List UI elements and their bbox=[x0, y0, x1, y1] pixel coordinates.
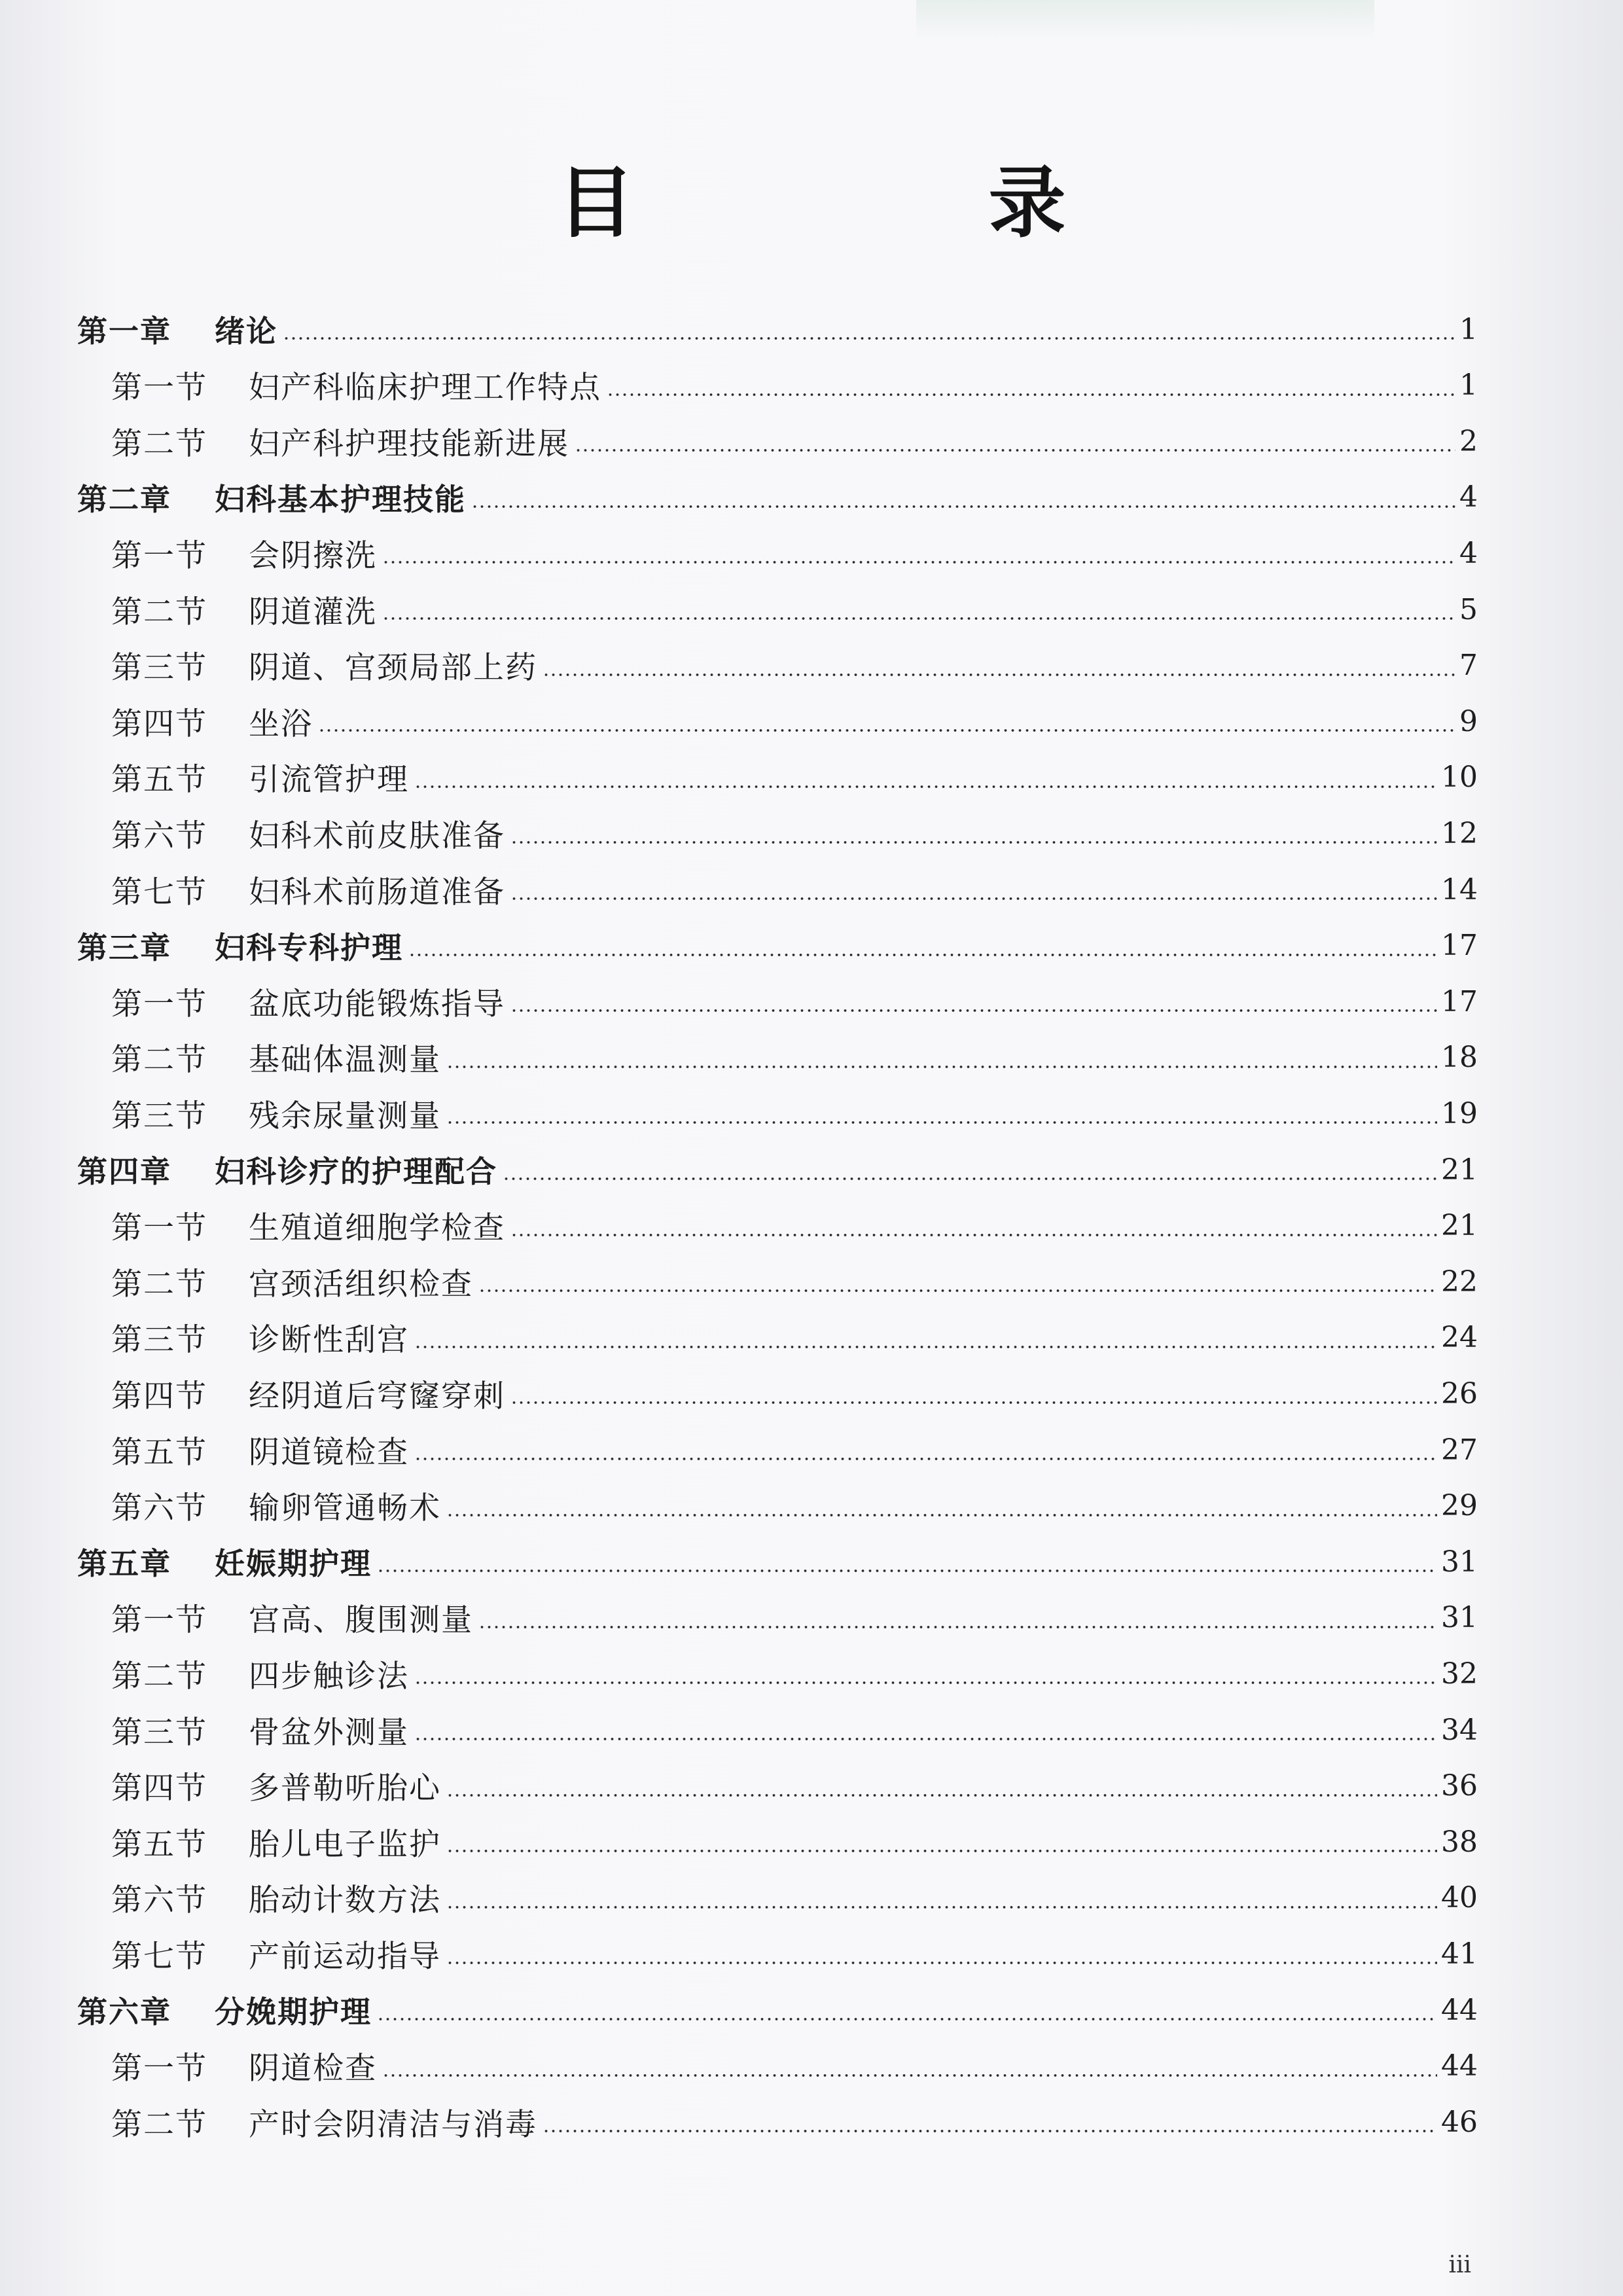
dot-leader bbox=[471, 505, 1455, 509]
toc-chapter-entry[interactable] bbox=[77, 1141, 1478, 1198]
toc-entry-page-number: 1 bbox=[1459, 312, 1478, 346]
toc-entry-page-number: 31 bbox=[1441, 1545, 1478, 1579]
toc-entry-label: 第一节 bbox=[111, 1210, 207, 1247]
toc-entry-label: 第二节 bbox=[111, 1266, 207, 1302]
toc-entry-page-number: 44 bbox=[1441, 2049, 1478, 2083]
toc-entry-title: 引流管护理 bbox=[249, 762, 409, 798]
dot-leader bbox=[446, 1121, 1437, 1124]
toc-entry-page-number: 4 bbox=[1459, 536, 1478, 570]
toc-section-entry[interactable] bbox=[111, 413, 1478, 469]
toc-entry-title: 产前运动指导 bbox=[249, 1938, 441, 1975]
toc-entry-label: 第六章 bbox=[77, 1994, 171, 2030]
toc-entry-page-number: 2 bbox=[1459, 424, 1478, 458]
toc-chapter-entry[interactable] bbox=[77, 918, 1478, 974]
dot-leader bbox=[446, 1793, 1437, 1797]
toc-entry-label: 第六节 bbox=[111, 1490, 207, 1527]
toc-entry-page-number: 32 bbox=[1441, 1657, 1478, 1691]
dot-leader bbox=[446, 1513, 1437, 1517]
toc-entry-title: 盆底功能锻炼指导 bbox=[249, 986, 505, 1022]
toc-entry-title: 妇科术前肠道准备 bbox=[249, 874, 505, 910]
toc-entry-page-number: 29 bbox=[1441, 1489, 1478, 1523]
toc-entry-title: 阴道、宫颈局部上药 bbox=[249, 650, 537, 687]
toc-section-entry[interactable] bbox=[111, 1422, 1478, 1478]
dot-leader bbox=[575, 448, 1455, 452]
toc-entry-page-number: 46 bbox=[1441, 2105, 1478, 2139]
dot-leader bbox=[478, 1289, 1437, 1293]
page-folio: iii bbox=[1448, 2251, 1471, 2278]
dot-leader bbox=[510, 897, 1437, 901]
toc-entry-page-number: 21 bbox=[1441, 1209, 1478, 1243]
toc-entry-page-number: 31 bbox=[1441, 1601, 1478, 1635]
toc-entry-page-number: 19 bbox=[1441, 1096, 1478, 1130]
toc-entry-title: 经阴道后穹窿穿刺 bbox=[249, 1378, 505, 1414]
toc-section-entry[interactable] bbox=[111, 693, 1478, 749]
dot-leader bbox=[543, 2129, 1437, 2133]
toc-entry-page-number: 24 bbox=[1441, 1321, 1478, 1355]
toc-entry-page-number: 34 bbox=[1441, 1713, 1478, 1747]
toc-chapter-entry[interactable] bbox=[77, 469, 1478, 526]
toc-section-entry[interactable] bbox=[111, 1310, 1478, 1366]
dot-leader bbox=[382, 617, 1455, 620]
toc-entry-title: 阴道镜检查 bbox=[249, 1434, 409, 1471]
toc-entry-title: 阴道灌洗 bbox=[249, 594, 377, 630]
toc-entry-label: 第三节 bbox=[111, 1714, 207, 1751]
toc-entry-page-number: 7 bbox=[1459, 649, 1478, 683]
toc-entry-title: 妇科术前皮肤准备 bbox=[249, 817, 505, 854]
dot-leader bbox=[446, 1905, 1437, 1909]
toc-entry-title: 基础体温测量 bbox=[249, 1042, 441, 1079]
toc-entry-label: 第一节 bbox=[111, 370, 207, 406]
toc-entry-label: 第四节 bbox=[111, 1378, 207, 1414]
toc-section-entry[interactable] bbox=[111, 1645, 1478, 1702]
toc-section-entry[interactable] bbox=[111, 1478, 1478, 1534]
toc-section-entry[interactable] bbox=[111, 525, 1478, 581]
dot-leader bbox=[446, 1849, 1437, 1853]
toc-section-entry[interactable] bbox=[111, 1085, 1478, 1141]
dot-leader bbox=[446, 1065, 1437, 1069]
dot-leader bbox=[510, 1009, 1437, 1013]
dot-leader bbox=[478, 1625, 1437, 1629]
toc-entry-page-number: 14 bbox=[1441, 872, 1478, 906]
toc-entry-label: 第五章 bbox=[77, 1546, 171, 1582]
toc-entry-label: 第二节 bbox=[111, 2106, 207, 2143]
toc-entry-label: 第一节 bbox=[111, 1602, 207, 1639]
toc-entry-label: 第二节 bbox=[111, 1658, 207, 1695]
toc-entry-title: 骨盆外测量 bbox=[249, 1714, 409, 1751]
show-through-header bbox=[916, 0, 1374, 39]
toc-entry-label: 第一节 bbox=[111, 2051, 207, 2087]
toc-entry-page-number: 22 bbox=[1441, 1265, 1478, 1299]
dot-leader bbox=[510, 1401, 1437, 1405]
toc-entry-label: 第三章 bbox=[77, 929, 171, 965]
toc-entry-title: 宫颈活组织检查 bbox=[249, 1266, 473, 1302]
toc-entry-label: 第一节 bbox=[111, 537, 207, 574]
toc-entry-label: 第二节 bbox=[111, 594, 207, 630]
toc-entry-title: 妇产科临床护理工作特点 bbox=[249, 370, 601, 406]
toc-entry-title: 绪论 bbox=[215, 314, 277, 349]
toc-section-entry[interactable] bbox=[111, 2094, 1478, 2150]
toc-chapter-entry[interactable] bbox=[77, 301, 1478, 357]
toc-section-entry[interactable] bbox=[111, 1870, 1478, 1926]
toc-entry-title: 诊断性刮宫 bbox=[249, 1322, 409, 1359]
toc-entry-title: 产时会阴清洁与消毒 bbox=[249, 2106, 537, 2143]
dot-leader bbox=[414, 1737, 1437, 1741]
toc-entry-label: 第三节 bbox=[111, 650, 207, 687]
dot-leader bbox=[510, 1233, 1437, 1237]
page-title: 目 录 bbox=[557, 158, 1230, 248]
toc-entry-label: 第六节 bbox=[111, 1882, 207, 1919]
toc-section-entry[interactable] bbox=[111, 973, 1478, 1030]
toc-chapter-entry[interactable] bbox=[77, 1982, 1478, 2038]
toc-section-entry[interactable] bbox=[111, 1814, 1478, 1870]
toc-entry-label: 第三节 bbox=[111, 1322, 207, 1359]
toc-entry-label: 第四章 bbox=[77, 1154, 171, 1189]
toc-entry-page-number: 17 bbox=[1441, 984, 1478, 1018]
toc-entry-label: 第七节 bbox=[111, 874, 207, 910]
dot-leader bbox=[377, 1569, 1437, 1573]
toc-entry-title: 多普勒听胎心 bbox=[249, 1770, 441, 1807]
toc-section-entry[interactable] bbox=[111, 805, 1478, 861]
toc-entry-page-number: 10 bbox=[1441, 761, 1478, 795]
dot-leader bbox=[414, 1681, 1437, 1685]
toc-entry-page-number: 4 bbox=[1459, 480, 1478, 514]
dot-leader bbox=[377, 2017, 1437, 2021]
toc-entry-page-number: 12 bbox=[1441, 816, 1478, 850]
toc-entry-label: 第二节 bbox=[111, 1042, 207, 1079]
toc-entry-label: 第五节 bbox=[111, 762, 207, 798]
toc-entry-title: 妇科基本护理技能 bbox=[215, 481, 466, 517]
toc-entry-label: 第一节 bbox=[111, 986, 207, 1022]
dot-leader bbox=[382, 2073, 1437, 2077]
toc-entry-label: 第四节 bbox=[111, 706, 207, 742]
toc-section-entry[interactable] bbox=[111, 1030, 1478, 1086]
toc-section-entry[interactable] bbox=[111, 1365, 1478, 1422]
toc-entry-page-number: 38 bbox=[1441, 1825, 1478, 1859]
toc-entry-title: 生殖道细胞学检查 bbox=[249, 1210, 505, 1247]
dot-leader bbox=[414, 1457, 1437, 1461]
toc-entry-title: 胎动计数方法 bbox=[249, 1882, 441, 1919]
dot-leader bbox=[408, 953, 1437, 957]
toc-section-entry[interactable] bbox=[111, 1253, 1478, 1310]
toc-entry-page-number: 9 bbox=[1459, 704, 1478, 738]
toc-entry-page-number: 27 bbox=[1441, 1433, 1478, 1467]
toc-entry-label: 第二章 bbox=[77, 481, 171, 517]
toc-section-entry[interactable] bbox=[111, 1590, 1478, 1646]
toc-entry-title: 宫高、腹围测量 bbox=[249, 1602, 473, 1639]
toc-section-entry[interactable] bbox=[111, 1198, 1478, 1254]
toc-section-entry[interactable] bbox=[111, 2038, 1478, 2094]
dot-leader bbox=[446, 1961, 1437, 1965]
toc-entry-label: 第三节 bbox=[111, 1098, 207, 1134]
toc-entry-label: 第四节 bbox=[111, 1770, 207, 1807]
toc-entry-title: 胎儿电子监护 bbox=[249, 1826, 441, 1863]
dot-leader bbox=[318, 728, 1455, 732]
toc-entry-title: 妇产科护理技能新进展 bbox=[249, 425, 569, 462]
toc-section-entry[interactable] bbox=[111, 861, 1478, 918]
toc-entry-title: 坐浴 bbox=[249, 706, 313, 742]
toc-entry-title: 妇科诊疗的护理配合 bbox=[215, 1154, 497, 1189]
dot-leader bbox=[607, 393, 1455, 397]
toc-section-entry[interactable] bbox=[111, 1758, 1478, 1814]
dot-leader bbox=[283, 336, 1455, 340]
toc-entry-label: 第五节 bbox=[111, 1434, 207, 1471]
toc-entry-page-number: 1 bbox=[1459, 368, 1478, 403]
toc-section-entry[interactable] bbox=[111, 637, 1478, 694]
toc-entry-page-number: 36 bbox=[1441, 1769, 1478, 1803]
toc-entry-label: 第二节 bbox=[111, 425, 207, 462]
dot-leader bbox=[503, 1177, 1437, 1181]
toc-entry-title: 会阴擦洗 bbox=[249, 537, 377, 574]
toc-entry-label: 第五节 bbox=[111, 1826, 207, 1863]
toc-entry-title: 四步触诊法 bbox=[249, 1658, 409, 1695]
toc-section-entry[interactable] bbox=[111, 581, 1478, 637]
toc-entry-title: 输卵管通畅术 bbox=[249, 1490, 441, 1527]
toc-entry-label: 第六节 bbox=[111, 817, 207, 854]
toc-entry-page-number: 40 bbox=[1441, 1881, 1478, 1915]
toc-entry-page-number: 17 bbox=[1441, 929, 1478, 963]
toc-entry-label: 第一章 bbox=[77, 314, 171, 349]
toc-entry-page-number: 41 bbox=[1441, 1937, 1478, 1971]
toc-entry-title: 分娩期护理 bbox=[215, 1994, 372, 2030]
dot-leader bbox=[414, 1345, 1437, 1349]
toc-chapter-entry[interactable] bbox=[77, 1534, 1478, 1590]
toc-entry-title: 阴道检查 bbox=[249, 2051, 377, 2087]
dot-leader bbox=[414, 785, 1437, 789]
dot-leader bbox=[382, 560, 1455, 564]
toc-entry-page-number: 44 bbox=[1441, 1993, 1478, 2027]
toc-section-entry[interactable] bbox=[111, 749, 1478, 806]
toc-entry-page-number: 26 bbox=[1441, 1376, 1478, 1410]
dot-leader bbox=[543, 673, 1455, 677]
toc-section-entry[interactable] bbox=[111, 1702, 1478, 1758]
toc-section-entry[interactable] bbox=[111, 357, 1478, 414]
toc-entry-page-number: 18 bbox=[1441, 1041, 1478, 1075]
toc-entry-title: 残余尿量测量 bbox=[249, 1098, 441, 1134]
toc-entry-label: 第七节 bbox=[111, 1938, 207, 1975]
toc-entry-title: 妇科专科护理 bbox=[215, 929, 403, 965]
dot-leader bbox=[510, 840, 1437, 844]
toc-section-entry[interactable] bbox=[111, 1926, 1478, 1982]
toc-entry-page-number: 5 bbox=[1459, 592, 1478, 626]
toc-entry-page-number: 21 bbox=[1441, 1153, 1478, 1187]
toc-entry-title: 妊娠期护理 bbox=[215, 1546, 372, 1582]
